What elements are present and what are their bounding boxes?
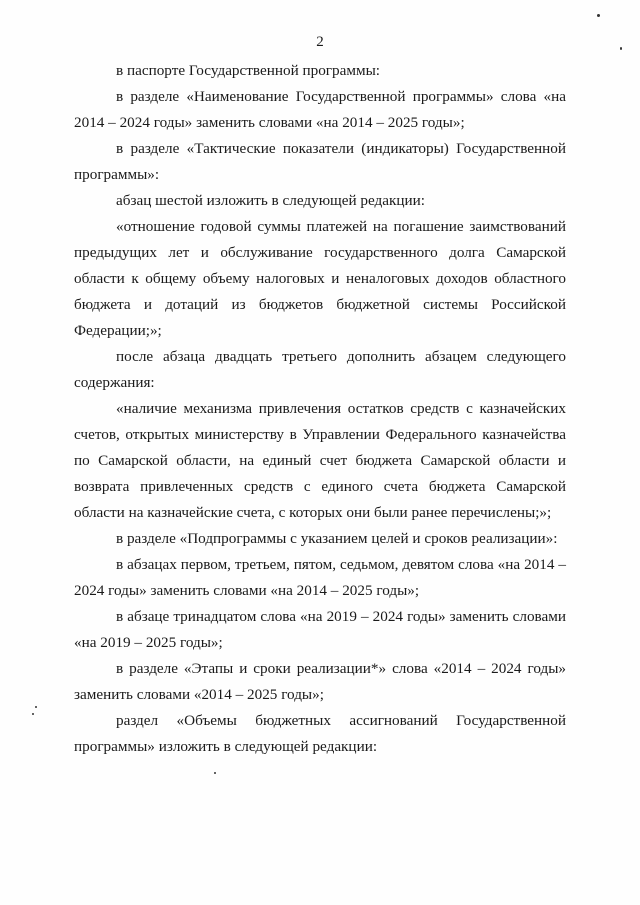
scan-speck [35, 706, 37, 708]
paragraph: в разделе «Подпрограммы с указанием целей и сроков реализации»: [116, 530, 558, 547]
paragraph: в разделе «Этапы и сроки реализации*» слова «2014 – 2024 годы» заменить словами «2014 – 2025 годы»; [74, 660, 566, 703]
paragraph: «отношение годовой суммы платежей на погашение заимствований предыдущих лет и обслуживание государственного долга Самарской области к общему объему налоговых и неналоговых доходов областного бюджета и дотаций из бюджетов бюджетной системы Российской Федерации;»; [74, 218, 566, 339]
paragraph: раздел «Объемы бюджетных ассигнований Государственной программы» изложить в следующей редакции: [74, 712, 566, 755]
paragraph: абзац шестой изложить в следующей редакции: [116, 192, 425, 209]
paragraph: в разделе «Тактические показатели (индикаторы) Государственной программы»: [74, 140, 566, 183]
page-number: 2 [316, 34, 324, 50]
paragraph: после абзаца двадцать третьего дополнить абзацем следующего содержания: [74, 348, 566, 391]
paragraph: в абзаце тринадцатом слова «на 2019 – 2024 годы» заменить словами «на 2019 – 2025 годы»; [74, 608, 566, 651]
document-body [74, 58, 566, 760]
scan-speck [32, 713, 34, 715]
paragraph: «наличие механизма привлечения остатков средств с казначейских счетов, открытых министерству в Управлении Федерального казначейства по Самарской области, на единый счет бюджета Самарской области и возврата привлеченных средств с единого счета бюджета Самарской области на казначейские счета, с которых они были ранее перечислены;»; [74, 400, 566, 521]
paragraph: в паспорте Государственной программы: [116, 62, 381, 79]
paragraph: в абзацах первом, третьем, пятом, седьмом, девятом слова «на 2014 – 2024 годы» заменить словами «на 2014 – 2025 годы»; [74, 556, 566, 599]
paragraph: в разделе «Наименование Государственной программы» слова «на 2014 – 2024 годы» заменить словами «на 2014 – 2025 годы»; [74, 88, 566, 131]
scan-speck [214, 772, 216, 774]
scan-speck [597, 14, 600, 17]
scan-speck [620, 47, 622, 50]
